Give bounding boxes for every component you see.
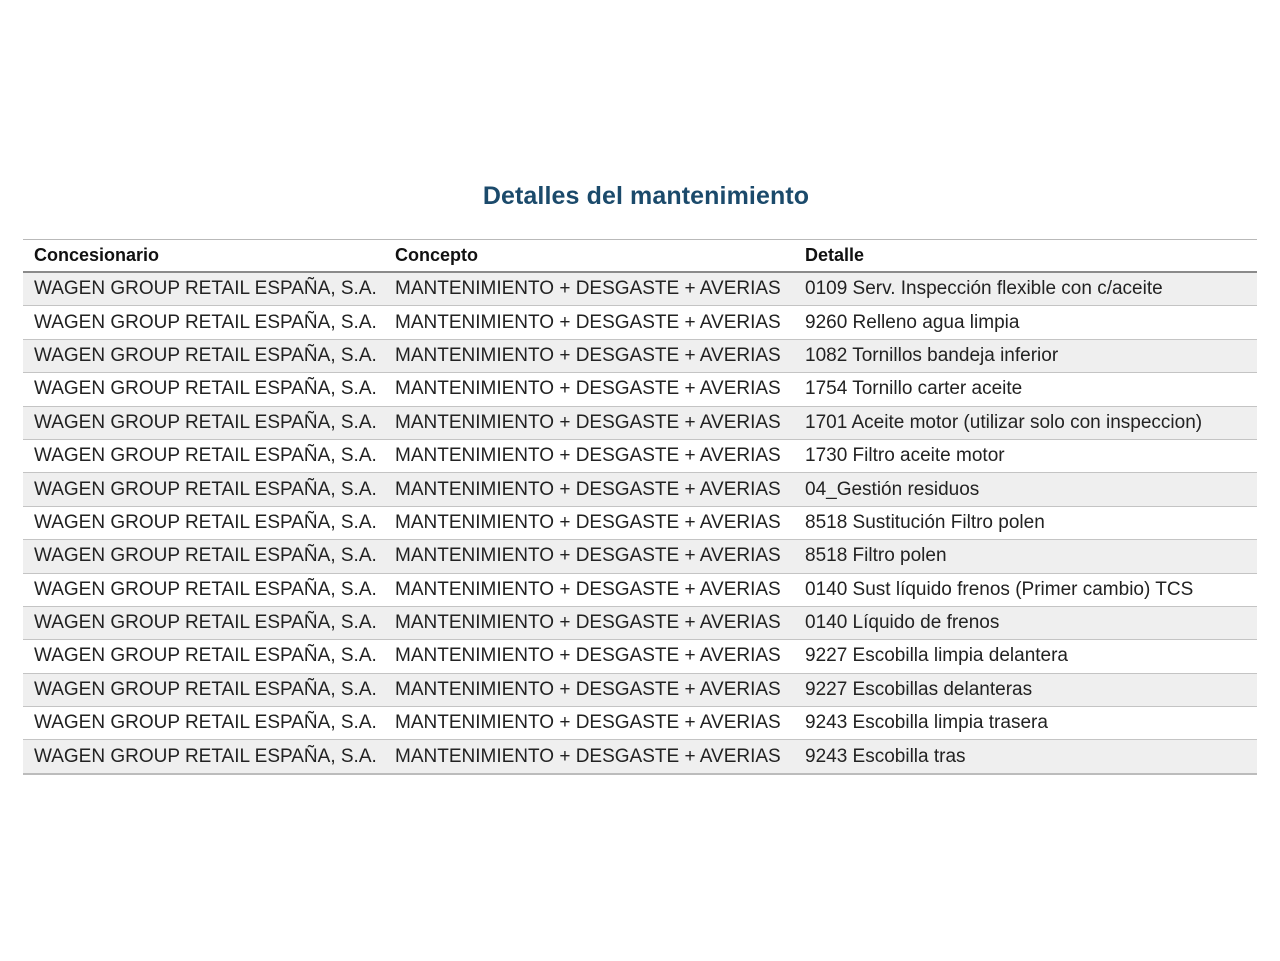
cell-detalle: 1701 Aceite motor (utilizar solo con inspeccion) — [805, 411, 1203, 433]
table-row — [23, 306, 1257, 339]
cell-detalle: 1082 Tornillos bandeja inferior — [805, 344, 1059, 366]
cell-concesionario: WAGEN GROUP RETAIL ESPAÑA, S.A. — [34, 278, 377, 300]
cell-concepto: MANTENIMIENTO + DESGASTE + AVERIAS — [395, 678, 781, 700]
maintenance-table — [23, 239, 1257, 775]
table-row — [23, 640, 1257, 673]
cell-detalle: 9227 Escobillas delanteras — [805, 678, 1033, 700]
cell-concepto: MANTENIMIENTO + DESGASTE + AVERIAS — [395, 411, 781, 433]
cell-concesionario: WAGEN GROUP RETAIL ESPAÑA, S.A. — [34, 445, 377, 467]
table-row — [23, 439, 1257, 472]
cell-concepto: MANTENIMIENTO + DESGASTE + AVERIAS — [395, 278, 781, 300]
table-row — [23, 740, 1257, 774]
cell-concepto: MANTENIMIENTO + DESGASTE + AVERIAS — [395, 545, 781, 567]
table-row — [23, 406, 1257, 439]
table-row — [23, 540, 1257, 573]
cell-detalle: 9243 Escobilla tras — [805, 745, 966, 767]
cell-concesionario: WAGEN GROUP RETAIL ESPAÑA, S.A. — [34, 578, 377, 600]
table-row — [23, 673, 1257, 706]
cell-concesionario: WAGEN GROUP RETAIL ESPAÑA, S.A. — [34, 411, 377, 433]
table-body — [23, 272, 1257, 774]
table-row — [23, 707, 1257, 740]
cell-detalle: 1730 Filtro aceite motor — [805, 445, 1005, 467]
cell-detalle: 9260 Relleno agua limpia — [805, 311, 1020, 333]
cell-concepto: MANTENIMIENTO + DESGASTE + AVERIAS — [395, 578, 781, 600]
cell-concepto: MANTENIMIENTO + DESGASTE + AVERIAS — [395, 344, 781, 366]
cell-concesionario: WAGEN GROUP RETAIL ESPAÑA, S.A. — [34, 344, 377, 366]
table-row — [23, 606, 1257, 639]
maintenance-table-container — [23, 239, 1257, 775]
cell-concepto: MANTENIMIENTO + DESGASTE + AVERIAS — [395, 612, 781, 634]
cell-detalle: 8518 Sustitución Filtro polen — [805, 511, 1045, 533]
header-concepto: Concepto — [395, 245, 478, 265]
cell-detalle: 9243 Escobilla limpia trasera — [805, 712, 1048, 734]
cell-concesionario: WAGEN GROUP RETAIL ESPAÑA, S.A. — [34, 545, 377, 567]
table-row — [23, 506, 1257, 539]
cell-detalle: 0140 Sust líquido frenos (Primer cambio) TCS — [805, 578, 1194, 600]
cell-concepto: MANTENIMIENTO + DESGASTE + AVERIAS — [395, 478, 781, 500]
cell-concepto: MANTENIMIENTO + DESGASTE + AVERIAS — [395, 378, 781, 400]
cell-concesionario: WAGEN GROUP RETAIL ESPAÑA, S.A. — [34, 612, 377, 634]
table-row — [23, 272, 1257, 306]
cell-concepto: MANTENIMIENTO + DESGASTE + AVERIAS — [395, 645, 781, 667]
cell-concesionario: WAGEN GROUP RETAIL ESPAÑA, S.A. — [34, 678, 377, 700]
cell-concesionario: WAGEN GROUP RETAIL ESPAÑA, S.A. — [34, 712, 377, 734]
header-concesionario: Concesionario — [34, 245, 160, 265]
cell-concesionario: WAGEN GROUP RETAIL ESPAÑA, S.A. — [34, 311, 377, 333]
table-row — [23, 473, 1257, 506]
cell-detalle: 1754 Tornillo carter aceite — [805, 378, 1023, 400]
cell-concesionario: WAGEN GROUP RETAIL ESPAÑA, S.A. — [34, 478, 377, 500]
table-row — [23, 573, 1257, 606]
cell-concepto: MANTENIMIENTO + DESGASTE + AVERIAS — [395, 712, 781, 734]
table-row — [23, 339, 1257, 372]
cell-concepto: MANTENIMIENTO + DESGASTE + AVERIAS — [395, 511, 781, 533]
cell-concepto: MANTENIMIENTO + DESGASTE + AVERIAS — [395, 311, 781, 333]
cell-concesionario: WAGEN GROUP RETAIL ESPAÑA, S.A. — [34, 511, 377, 533]
cell-detalle: 0140 Líquido de frenos — [805, 612, 1000, 634]
header-detalle: Detalle — [805, 245, 865, 265]
cell-concepto: MANTENIMIENTO + DESGASTE + AVERIAS — [395, 745, 781, 767]
cell-concesionario: WAGEN GROUP RETAIL ESPAÑA, S.A. — [34, 645, 377, 667]
table-header-row — [23, 240, 1257, 273]
cell-concesionario: WAGEN GROUP RETAIL ESPAÑA, S.A. — [34, 378, 377, 400]
cell-detalle: 8518 Filtro polen — [805, 545, 947, 567]
page-title: Detalles del mantenimiento — [482, 182, 810, 210]
cell-detalle: 04_Gestión residuos — [805, 478, 980, 500]
cell-detalle: 9227 Escobilla limpia delantera — [805, 645, 1068, 667]
table-row — [23, 373, 1257, 406]
cell-detalle: 0109 Serv. Inspección flexible con c/aceite — [805, 278, 1163, 300]
cell-concepto: MANTENIMIENTO + DESGASTE + AVERIAS — [395, 445, 781, 467]
cell-concesionario: WAGEN GROUP RETAIL ESPAÑA, S.A. — [34, 745, 377, 767]
